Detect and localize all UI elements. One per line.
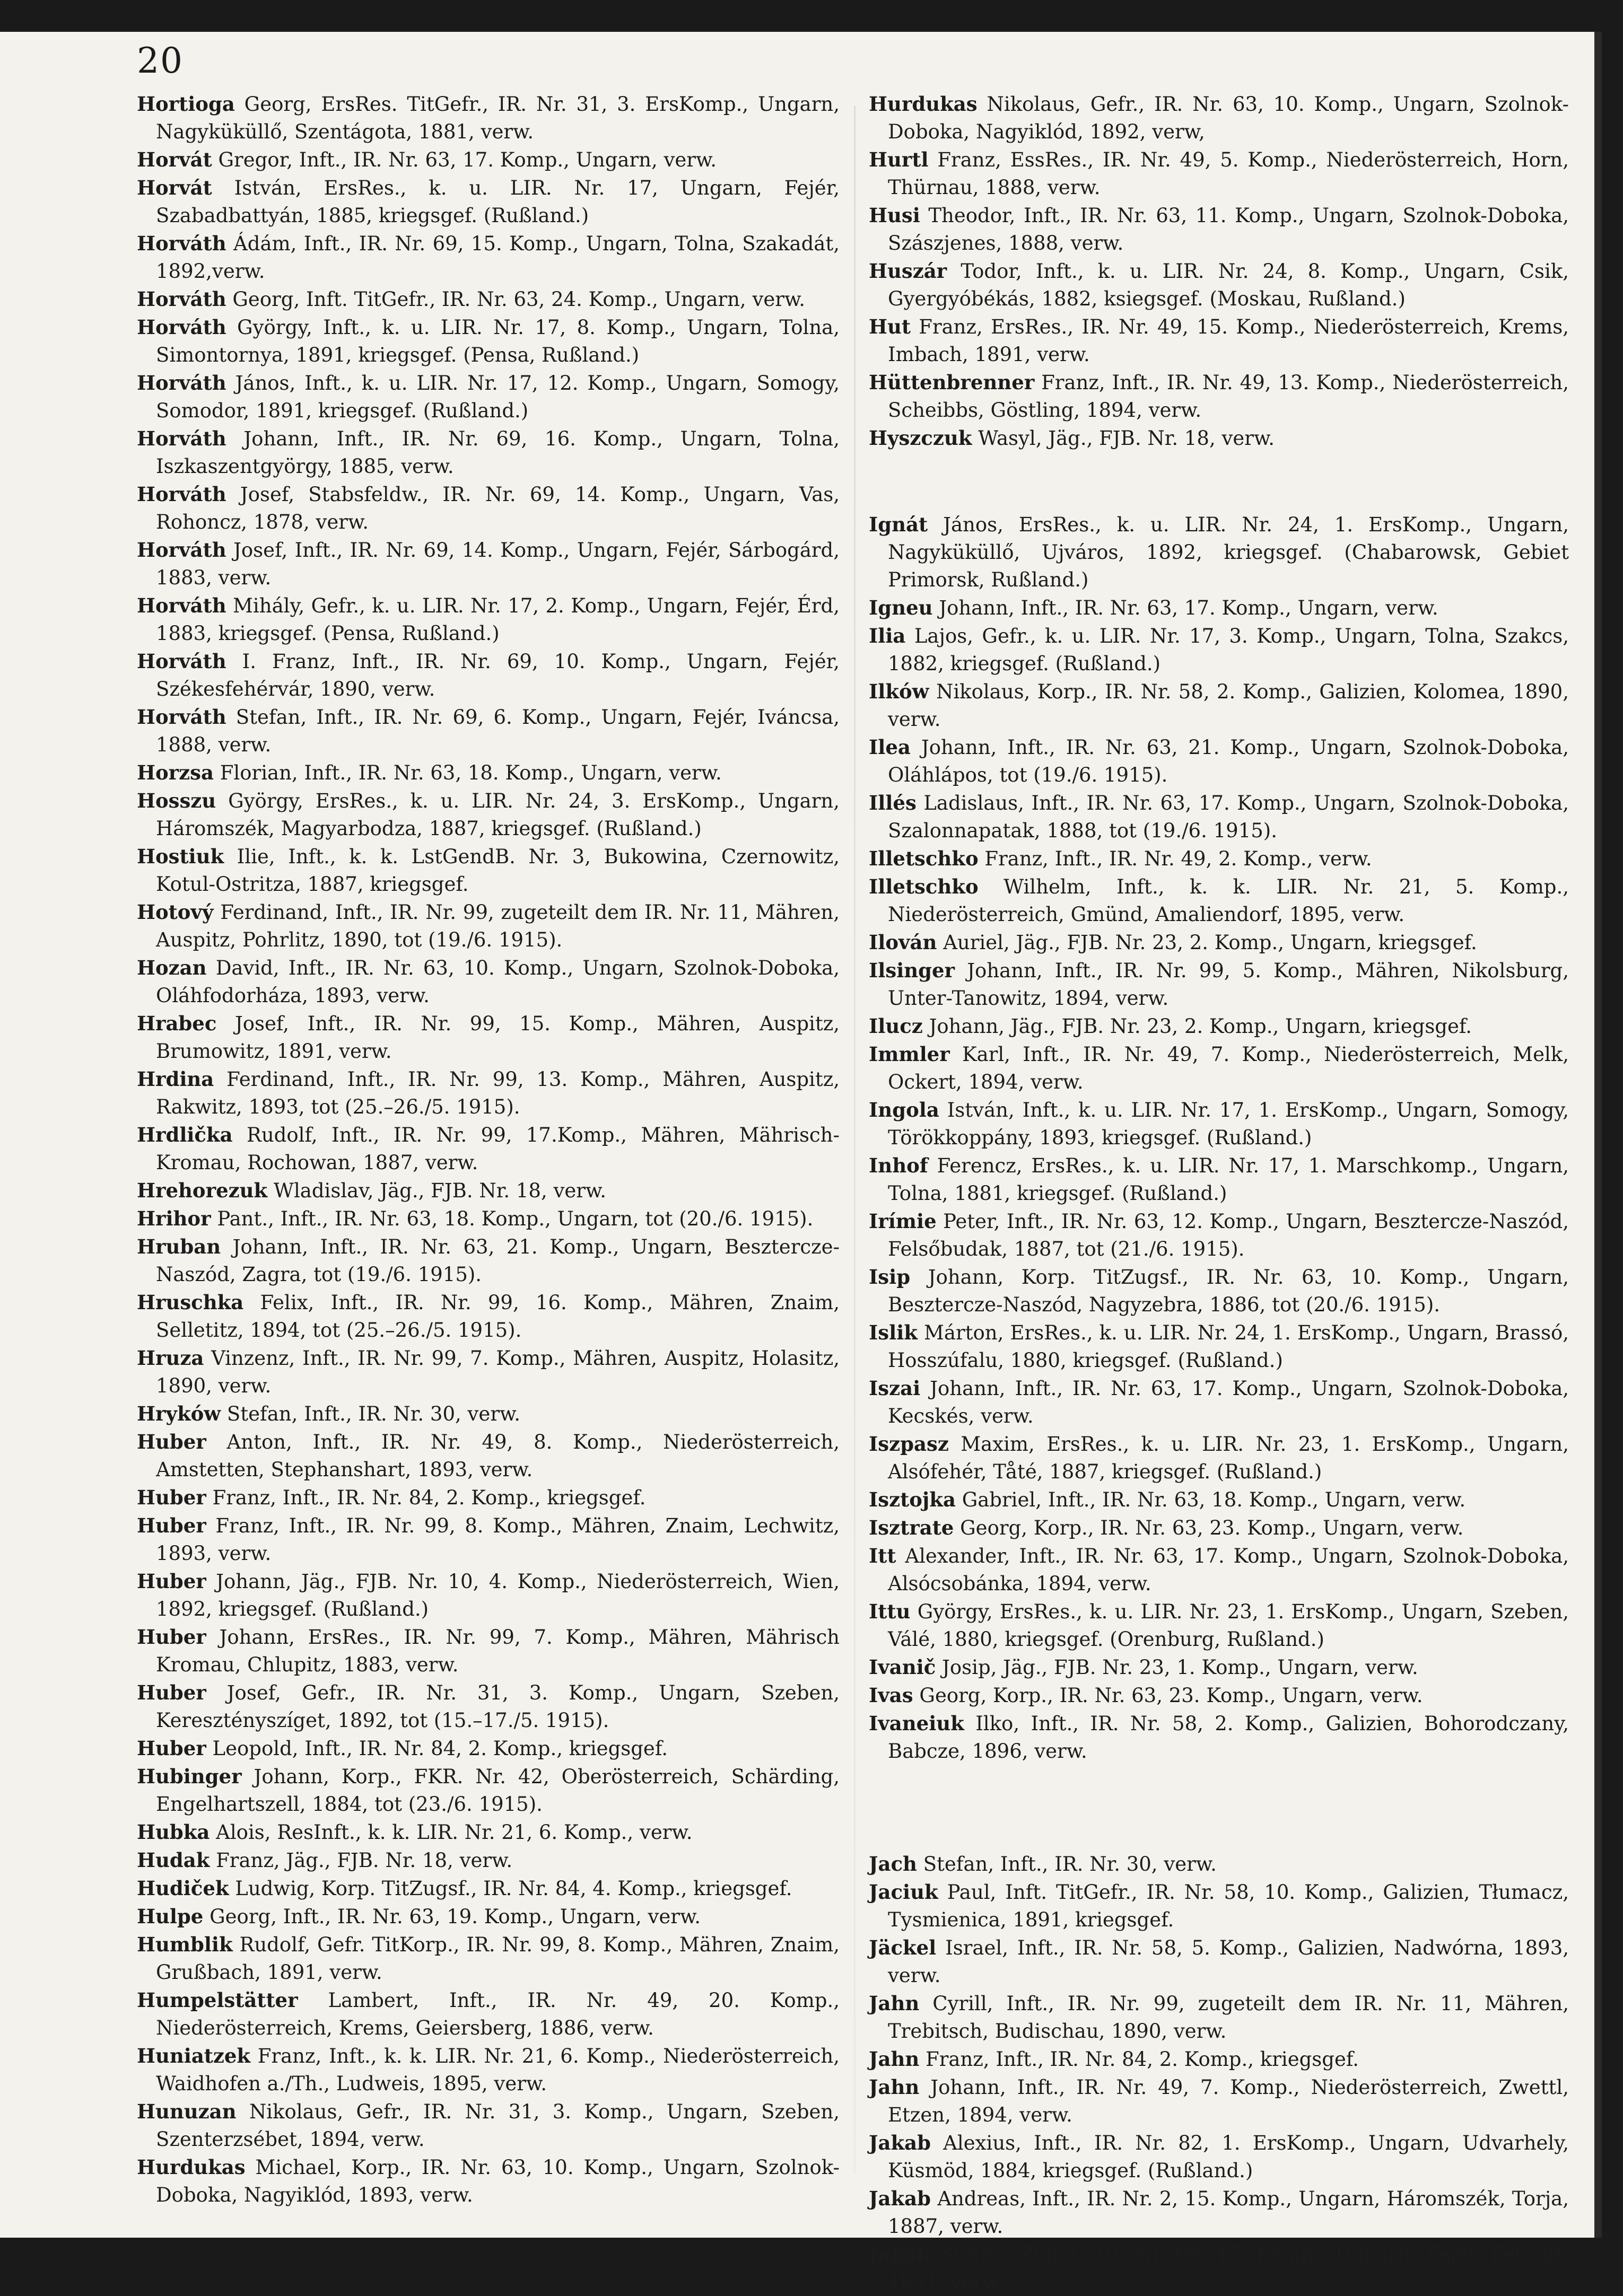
list-entry: [869, 1710, 1569, 1765]
list-entry: [137, 1986, 840, 2042]
entry-surname: Hruban: [137, 1235, 221, 1258]
entry-details: György, ErsRes., k. u. LIR. Nr. 24, 3. ErsKomp., Ungarn, Háromszék, Magyarbodza, 1887, kriegsgef. (Rußland.): [156, 790, 840, 840]
list-entry: [137, 1567, 840, 1623]
entry-details: Josef, Stabsfeldw., IR. Nr. 69, 14. Komp., Ungarn, Vas, Rohoncz, 1878, verw.: [156, 483, 840, 533]
page-edge: [1594, 32, 1602, 2238]
section-gap: [869, 452, 1569, 511]
entry-surname: Ilován: [869, 931, 937, 954]
entry-details: Lambert, Inft., IR. Nr. 49, 20. Komp., Niederösterreich, Krems, Geiersberg, 1886, verw.: [156, 1989, 840, 2039]
list-entry: [869, 622, 1569, 678]
right-column: [869, 90, 1569, 2296]
entry-details: Johann, Inft., IR. Nr. 63, 17. Komp., Ungarn, verw.: [939, 597, 1438, 619]
entry-details: Theodor, Inft., IR. Nr. 63, 11. Komp., Ungarn, Szolnok-Doboka, Szászjenes, 1888, verw.: [888, 204, 1569, 255]
list-entry: [869, 1263, 1569, 1319]
entry-details: János, Inft., k. u. LIR. Nr. 17, 12. Komp., Ungarn, Somogy, Somodor, 1891, kriegsgef. (Rußland.): [156, 372, 840, 422]
entry-surname: Hosszu: [137, 789, 216, 812]
entry-details: Georg, Inft. TitGefr., IR. Nr. 63, 24. Komp., Ungarn, verw.: [232, 288, 805, 311]
entry-surname: Ilea: [869, 735, 911, 759]
list-entry: [869, 90, 1569, 146]
entry-surname: Horváth: [137, 427, 226, 450]
list-entry: [869, 1319, 1569, 1374]
entry-surname: Horváth: [137, 232, 226, 255]
entry-surname: Jakab: [869, 2242, 931, 2266]
entry-surname: Hulpe: [137, 1905, 204, 1928]
entry-surname: Hunuzan: [137, 2100, 237, 2123]
list-entry: [137, 1428, 840, 1484]
entry-details: Gregor, Inft., IR. Nr. 63, 17. Komp., Ungarn, verw.: [218, 148, 717, 171]
list-entry: [137, 1205, 840, 1233]
entry-details: Stefan, Inft., IR. Nr. 30, verw.: [226, 1403, 521, 1425]
list-entry: [137, 2098, 840, 2153]
entry-details: Johann, Korp. TitZugsf., IR. Nr. 63, 10. Komp., Ungarn, Beszterczе-Naszód, Nagyzebra, 1886, tot (20./6. 1915).: [888, 1266, 1569, 1316]
entry-surname: Hudiček: [137, 1877, 229, 1900]
list-entry: [137, 425, 840, 480]
entry-details: Auriel, Jäg., FJB. Nr. 23, 2. Komp., Ungarn, kriegsgef.: [943, 931, 1477, 954]
entry-details: Johann, Inft., IR. Nr. 63, 21. Komp., Ungarn, Szolnok-Doboka, Oláhlápos, tot (19./6. 1915).: [888, 736, 1569, 786]
entry-details: Franz, Inft., IR. Nr. 84, 2. Komp., kriegsgef.: [926, 2048, 1359, 2071]
entry-details: Ádám, Inft., IR. Nr. 69, 15. Komp., Ungarn, Tolna, Szakadát, 1892,verw.: [156, 232, 840, 283]
entry-surname: Hruza: [137, 1346, 204, 1370]
list-entry: [137, 1903, 840, 1931]
entry-surname: Ivas: [869, 1684, 913, 1707]
entry-surname: Isip: [869, 1265, 911, 1289]
entry-surname: Hyszczuk: [869, 426, 972, 450]
entry-details: Mihály, Gefr., k. u. LIR. Nr. 17, 2. Komp., Ungarn, Fejér, Érd, 1883, kriegsgef. (Pensa, Rußland.): [156, 594, 840, 645]
entry-surname: Illetschko: [869, 847, 979, 870]
entry-details: Rudolf, Inft., IR. Nr. 99, 17.Komp., Mähren, Mährisch-Kromau, Rochowan, 1887, verw.: [156, 1124, 840, 1174]
entry-details: Johann, Jäg., FJB. Nr. 23, 2. Komp., Ungarn, kriegsgef.: [929, 1015, 1472, 1038]
entry-surname: Humpelstätter: [137, 1988, 298, 2012]
entry-details: I. Franz, Inft., IR. Nr. 69, 10. Komp., Ungarn, Fejér, Székesfehérvár, 1890, verw.: [156, 650, 840, 700]
entry-details: Georg, ErsRes. TitGefr., IR. Nr. 31, 3. ErsKomp., Ungarn, Nagyküküllő, Szentágota, 1881, verw.: [156, 93, 840, 143]
list-entry: [137, 592, 840, 647]
entry-details: István, Inft., k. u. LIR. Nr. 17, 1. ErsKomp., Ungarn, Somogy, Törökkoppány, 1893, kriegsgef. (Rußland.): [888, 1099, 1569, 1149]
entry-surname: Hrdina: [137, 1067, 214, 1091]
section-gap: [869, 1765, 1569, 1850]
list-entry: [137, 1734, 840, 1763]
entry-surname: Hüttenbrenner: [869, 371, 1035, 394]
list-entry: [869, 1486, 1569, 1514]
entry-details: Josef, Inft., IR. Nr. 69, 14. Komp., Ungarn, Fejér, Sárbogárd, 1883, verw.: [156, 539, 840, 589]
list-entry: [869, 2073, 1569, 2129]
entry-surname: Horvát: [137, 176, 212, 199]
entry-details: Michael, Korp., IR. Nr. 63, 10. Komp., Ungarn, Szolnok-Doboka, Nagyiklód, 1893, verw.: [156, 2156, 840, 2206]
entry-details: Stefan, Inft., IR. Nr. 30, verw.: [923, 1853, 1217, 1876]
entry-surname: Ivaneiuk: [869, 1712, 964, 1735]
entry-details: Franz, Inft., k. k. LIR. Nr. 21, 6. Komp., Niederösterreich, Waidhofen a./Th., Ludweis, 1895, verw.: [156, 2045, 840, 2095]
list-entry: [869, 1374, 1569, 1430]
entry-details: Johann, Inft., IR. Nr. 99, 5. Komp., Mähren, Nikolsburg, Unter-Tanowitz, 1894, verw.: [888, 959, 1569, 1010]
list-entry: [869, 369, 1569, 424]
list-entry: [869, 1040, 1569, 1096]
list-entry: [137, 1010, 840, 1065]
entry-details: Georg, Inft., IR. Nr. 63, 19. Komp., Ungarn, verw.: [210, 1905, 701, 1928]
entry-details: Franz, Jäg., FJB. Nr. 18, verw.: [216, 1849, 513, 1872]
list-entry: [137, 480, 840, 536]
entry-details: Paul, Inft. TitGefr., IR. Nr. 58, 10. Komp., Galizien, Tłumacz, Tysmienica, 1891, kriegsgef.: [888, 1881, 1569, 1931]
entry-details: Pant., Inft., IR. Nr. 63, 18. Komp., Ungarn, tot (20./6. 1915).: [217, 1207, 814, 1230]
entry-details: Ferdinand, Inft., IR. Nr. 99, 13. Komp., Mähren, Auspitz, Rakwitz, 1893, tot (25.–26./5. 1915).: [156, 1068, 840, 1118]
entry-details: Stefan, Zugsf., IR. Nr. 69, 15. Komp., Ungarn, Fejér, Felcsút, 1891, verw.: [888, 2243, 1569, 2293]
list-entry: [869, 511, 1569, 594]
list-entry: [869, 1681, 1569, 1710]
entry-details: Ferdinand, Inft., IR. Nr. 99, zugeteilt dem IR. Nr. 11, Mähren, Auspitz, Pohrlitz, 1890, tot (19./6. 1915).: [156, 901, 840, 951]
entry-surname: Hotový: [137, 900, 214, 924]
entry-details: Nikolaus, Gefr., IR. Nr. 63, 10. Komp., Ungarn, Szolnok-Doboka, Nagyiklód, 1892, verw,: [888, 93, 1569, 143]
entry-surname: Hubinger: [137, 1765, 242, 1788]
list-entry: [869, 594, 1569, 622]
entry-surname: Islik: [869, 1321, 918, 1344]
entry-details: Andreas, Inft., IR. Nr. 2, 15. Komp., Ungarn, Háromszék, Torja, 1887, verw.: [888, 2187, 1569, 2238]
entry-surname: Ivanič: [869, 1655, 936, 1679]
list-entry: [137, 1623, 840, 1679]
entry-details: Johann, Korp., FKR. Nr. 42, Oberösterreich, Schärding, Engelhartszell, 1884, tot (23./6. 1915).: [156, 1765, 840, 1816]
entry-details: Ladislaus, Inft., IR. Nr. 63, 17. Komp., Ungarn, Szolnok-Doboka, Szalonnapatak, 1888, tot (19./6. 1915).: [888, 792, 1569, 842]
list-entry: [137, 369, 840, 425]
entry-surname: Huber: [137, 1681, 206, 1704]
entry-surname: Horváth: [137, 705, 226, 729]
entry-details: Karl, Inft., IR. Nr. 49, 7. Komp., Niederösterreich, Melk, Ockert, 1894, verw.: [888, 1043, 1569, 1093]
entry-surname: Ilucz: [869, 1014, 923, 1038]
list-entry: [869, 1934, 1569, 1990]
list-entry: [869, 313, 1569, 369]
list-entry: [137, 1344, 840, 1400]
entry-surname: Horvát: [137, 148, 212, 171]
entry-details: György, Inft., k. u. LIR. Nr. 17, 8. Komp., Ungarn, Tolna, Simontornya, 1891, kriegsgef. (Pensa, Rußland.): [156, 316, 840, 366]
entry-surname: Horváth: [137, 483, 226, 506]
list-entry: [137, 1846, 840, 1874]
entry-details: Alexander, Inft., IR. Nr. 63, 17. Komp., Ungarn, Szolnok-Doboka, Alsócsobánka, 1894, verw.: [888, 1545, 1569, 1595]
entry-details: Felix, Inft., IR. Nr. 99, 16. Komp., Mähren, Znaim, Selletitz, 1894, tot (25.–26./5. 1915).: [156, 1291, 840, 1342]
entry-surname: Hrihor: [137, 1207, 211, 1230]
entry-surname: Horváth: [137, 371, 226, 395]
entry-surname: Hruschka: [137, 1291, 244, 1314]
entry-details: Johann, Jäg., FJB. Nr. 10, 4. Komp., Niederösterreich, Wien, 1892, kriegsgef. (Rußland.): [156, 1570, 840, 1620]
section-i: [869, 511, 1569, 1765]
entry-details: Georg, Korp., IR. Nr. 63, 23. Komp., Ungarn, verw.: [919, 1684, 1423, 1707]
list-entry: [137, 843, 840, 898]
list-entry: [869, 1430, 1569, 1486]
entry-surname: Huber: [137, 1486, 206, 1509]
entry-surname: Hryków: [137, 1402, 221, 1425]
entry-details: Wasyl, Jäg., FJB. Nr. 18, verw.: [978, 427, 1275, 450]
list-entry: [869, 257, 1569, 313]
entry-surname: Horváth: [137, 316, 226, 339]
list-entry: [137, 1065, 840, 1121]
entry-surname: Hudak: [137, 1848, 210, 1872]
left-column: [137, 90, 840, 2209]
list-entry: [869, 733, 1569, 789]
list-entry: [869, 873, 1569, 928]
entry-surname: Horváth: [137, 538, 226, 562]
entry-details: Georg, Korp., IR. Nr. 63, 23. Komp., Ungarn, verw.: [960, 1517, 1464, 1539]
entry-surname: Hrdlička: [137, 1123, 233, 1146]
entry-details: Alois, ResInft., k. k. LIR. Nr. 21, 6. Komp., verw.: [216, 1821, 693, 1844]
entry-surname: Hrabec: [137, 1012, 217, 1035]
list-entry: [137, 1818, 840, 1846]
entry-surname: Huber: [137, 1514, 206, 1537]
list-entry: [869, 2240, 1569, 2296]
entry-details: Cyrill, Inft., IR. Nr. 99, zugeteilt dem IR. Nr. 11, Mähren, Trebitsch, Budischau, 1890, verw.: [888, 1992, 1569, 2043]
list-entry: [869, 1152, 1569, 1207]
list-entry: [869, 845, 1569, 873]
entry-surname: Iszpasz: [869, 1432, 949, 1456]
list-entry: [137, 2042, 840, 2098]
entry-details: Nikolaus, Korp., IR. Nr. 58, 2. Komp., Galizien, Kolomea, 1890, verw.: [888, 680, 1569, 731]
list-entry: [137, 787, 840, 843]
list-entry: [869, 2045, 1569, 2073]
entry-details: Todor, Inft., k. u. LIR. Nr. 24, 8. Komp., Ungarn, Csik, Gyergyóbékás, 1882, ksiegsgef. (Moskau, Rußland.): [888, 260, 1569, 310]
list-entry: [137, 647, 840, 703]
entry-surname: Itt: [869, 1544, 896, 1567]
entry-details: Wilhelm, Inft., k. k. LIR. Nr. 21, 5. Komp., Niederösterreich, Gmünd, Amaliendorf, 1895, verw.: [888, 875, 1569, 926]
list-entry: [137, 1931, 840, 1986]
list-entry: [869, 1653, 1569, 1681]
entry-surname: Jäckel: [869, 1936, 937, 1959]
list-entry: [869, 1096, 1569, 1152]
list-entry: [869, 2129, 1569, 2185]
entry-details: Peter, Inft., IR. Nr. 63, 12. Komp., Ungarn, Beszterczе-Naszód, Felsőbudak, 1887, tot (21./6. 1915).: [888, 1210, 1569, 1260]
entry-details: Franz, Inft., IR. Nr. 49, 2. Komp., verw.: [984, 847, 1372, 870]
list-entry: [137, 1512, 840, 1567]
entry-details: Franz, Inft., IR. Nr. 84, 2. Komp., kriegsgef.: [212, 1486, 646, 1509]
entry-surname: Jahn: [869, 2075, 920, 2099]
entry-surname: Hrehorezuk: [137, 1179, 268, 1202]
entry-details: János, ErsRes., k. u. LIR. Nr. 24, 1. ErsKomp., Ungarn, Nagyküküllő, Ujváros, 1892, kriegsgef. (Chabarowsk, Gebiet Primorsk, Rußland.): [888, 513, 1569, 591]
entry-details: Johann, Inft., IR. Nr. 69, 16. Komp., Ungarn, Tolna, Iszkaszentgyörgy, 1885, verw.: [156, 427, 840, 478]
list-entry: [137, 174, 840, 230]
entry-surname: Immler: [869, 1042, 950, 1066]
list-entry: [869, 1990, 1569, 2045]
entry-details: Ilko, Inft., IR. Nr. 58, 2. Komp., Galizien, Bohorodczany, Babcze, 1896, verw.: [888, 1712, 1569, 1763]
list-entry: [137, 1874, 840, 1903]
entry-surname: Husi: [869, 204, 920, 227]
section-h: [869, 90, 1569, 452]
list-entry: [869, 1012, 1569, 1040]
entry-details: Florian, Inft., IR. Nr. 63, 18. Komp., Ungarn, verw.: [220, 761, 722, 784]
list-entry: [869, 424, 1569, 452]
list-entry: [869, 928, 1569, 957]
list-entry: [137, 1679, 840, 1734]
entry-surname: Jakab: [869, 2131, 931, 2154]
entry-details: György, ErsRes., k. u. LIR. Nr. 23, 1. ErsKomp., Ungarn, Szeben, Válé, 1880, kriegsgef. (Orenburg, Rußland.): [888, 1600, 1569, 1651]
list-entry: [137, 313, 840, 369]
list-entry: [869, 1850, 1569, 1878]
entry-surname: Huber: [137, 1430, 206, 1453]
entry-details: Johann, Inft., IR. Nr. 49, 7. Komp., Niederösterreich, Zwettl, Etzen, 1894, verw.: [888, 2076, 1569, 2126]
entry-surname: Horváth: [137, 287, 226, 311]
entry-surname: Ilia: [869, 624, 906, 647]
list-entry: [137, 1400, 840, 1428]
list-entry: [137, 536, 840, 592]
entry-details: Johann, ErsRes., IR. Nr. 99, 7. Komp., Mähren, Mährisch Kromau, Chlupitz, 1883, verw.: [156, 1626, 840, 1676]
entry-surname: Jach: [869, 1852, 917, 1876]
entry-surname: Huniatzek: [137, 2044, 251, 2067]
list-entry: [869, 1878, 1569, 1934]
list-entry: [137, 759, 840, 787]
list-entry: [137, 146, 840, 174]
list-entry: [137, 90, 840, 146]
entry-details: István, ErsRes., k. u. LIR. Nr. 17, Ungarn, Fejér, Szabadbattyán, 1885, kriegsgef. (Rußland.): [156, 177, 840, 227]
list-entry: [137, 2153, 840, 2209]
entry-details: Josef, Gefr., IR. Nr. 31, 3. Komp., Ungarn, Szeben, Keresztényszíget, 1892, tot (15.–17./5. 1915).: [156, 1681, 840, 1732]
entry-surname: Huszár: [869, 259, 947, 283]
entry-surname: Humblik: [137, 1933, 233, 1956]
entry-surname: Hostiuk: [137, 845, 224, 868]
entry-surname: Illetschko: [869, 875, 979, 898]
entry-details: David, Inft., IR. Nr. 63, 10. Komp., Ungarn, Szolnok-Doboka, Oláhfodorháza, 1893, verw.: [156, 957, 840, 1007]
entry-surname: Hurtl: [869, 148, 929, 171]
column-divider: [854, 106, 856, 2174]
entry-details: Franz, Inft., IR. Nr. 99, 8. Komp., Mähren, Znaim, Lechwitz, 1893, verw.: [156, 1514, 840, 1565]
list-entry: [137, 1484, 840, 1512]
entry-details: Johann, Inft., IR. Nr. 63, 17. Komp., Ungarn, Szolnok-Doboka, Kecskés, verw.: [888, 1377, 1569, 1427]
entry-details: Lajos, Gefr., k. u. LIR. Nr. 17, 3. Komp., Ungarn, Tolna, Szakcs, 1882, kriegsgef. (Rußland.): [888, 625, 1569, 675]
list-entry: [869, 146, 1569, 201]
list-entry: [869, 1514, 1569, 1542]
entry-details: Franz, Inft., IR. Nr. 49, 13. Komp., Niederösterreich, Scheibbs, Göstling, 1894, verw.: [888, 371, 1569, 422]
entry-details: Stefan, Inft., IR. Nr. 69, 6. Komp., Ungarn, Fejér, Iváncsa, 1888, verw.: [156, 706, 840, 756]
entry-surname: Hortioga: [137, 92, 235, 116]
list-entry: [137, 1763, 840, 1818]
entry-surname: Hubka: [137, 1820, 210, 1844]
entry-details: Franz, ErsRes., IR. Nr. 49, 15. Komp., Niederösterreich, Krems, Imbach, 1891, verw.: [888, 316, 1569, 366]
entry-surname: Ittu: [869, 1600, 911, 1623]
entry-surname: Isztrate: [869, 1516, 954, 1539]
entry-details: Rudolf, Gefr. TitKorp., IR. Nr. 99, 8. Komp., Mähren, Znaim, Grußbach, 1891, verw.: [156, 1933, 840, 1984]
entry-surname: Iszai: [869, 1377, 921, 1400]
entry-surname: Huber: [137, 1570, 206, 1593]
entry-surname: Horzsa: [137, 761, 214, 784]
entry-details: Ferencz, ErsRes., k. u. LIR. Nr. 17, 1. Marschkomp., Ungarn, Tolna, 1881, kriegsgef. (Rußland.): [888, 1154, 1569, 1205]
entry-surname: Irímie: [869, 1210, 937, 1233]
list-entry: [137, 1177, 840, 1205]
entry-surname: Ilsinger: [869, 959, 955, 982]
entry-details: Anton, Inft., IR. Nr. 49, 8. Komp., Niederösterreich, Amstetten, Stephanshart, 1893, verw.: [156, 1431, 840, 1481]
entry-details: Johann, Inft., IR. Nr. 63, 21. Komp., Ungarn, Beszterczе-Naszód, Zagra, tot (19./6. 1915).: [156, 1235, 840, 1286]
entry-details: Leopold, Inft., IR. Nr. 84, 2. Komp., kriegsgef.: [212, 1737, 668, 1760]
entry-surname: Huber: [137, 1737, 206, 1760]
entry-surname: Jaciuk: [869, 1880, 938, 1904]
entry-surname: Ignát: [869, 513, 928, 536]
entry-surname: Ingola: [869, 1098, 939, 1121]
entry-details: Gabriel, Inft., IR. Nr. 63, 18. Komp., Ungarn, verw.: [962, 1488, 1466, 1511]
list-entry: [869, 789, 1569, 845]
document-page: [0, 32, 1602, 2293]
list-entry: [137, 954, 840, 1010]
list-entry: [869, 201, 1569, 257]
entry-surname: Hurdukas: [137, 2155, 246, 2179]
list-entry: [137, 230, 840, 285]
list-entry: [869, 1542, 1569, 1598]
list-entry: [137, 1289, 840, 1344]
entry-surname: Isztojka: [869, 1488, 956, 1511]
entry-details: Márton, ErsRes., k. u. LIR. Nr. 24, 1. ErsKomp., Ungarn, Brassó, Hosszúfalu, 1880, kriegsgef. (Rußland.): [888, 1321, 1569, 1372]
entry-surname: Jakab: [869, 2187, 931, 2210]
entry-surname: Jahn: [869, 2047, 920, 2071]
list-entry: [869, 957, 1569, 1012]
entry-surname: Hut: [869, 315, 911, 338]
list-entry: [869, 1207, 1569, 1263]
entry-details: Alexius, Inft., IR. Nr. 82, 1. ErsKomp., Ungarn, Udvarhely, Küsmöd, 1884, kriegsgef. (Rußland.): [888, 2132, 1569, 2182]
entry-details: Ilie, Inft., k. k. LstGendB. Nr. 3, Bukowina, Czernowitz, Kotul-Ostritza, 1887, kriegsgef.: [156, 845, 840, 896]
list-entry: [869, 2185, 1569, 2240]
entry-surname: Inhof: [869, 1154, 928, 1177]
list-entry: [137, 703, 840, 759]
entry-surname: Horváth: [137, 594, 226, 617]
list-entry: [869, 678, 1569, 733]
entry-surname: Illés: [869, 791, 917, 814]
list-entry: [137, 898, 840, 954]
section-j: [869, 1850, 1569, 2296]
entry-surname: Jahn: [869, 1992, 920, 2015]
entry-details: Israel, Inft., IR. Nr. 58, 5. Komp., Galizien, Nadwórna, 1893, verw.: [888, 1936, 1569, 1987]
entry-details: Franz, EssRes., IR. Nr. 49, 5. Komp., Niederösterreich, Horn, Thürnau, 1888, verw.: [888, 148, 1569, 199]
entry-surname: Ilków: [869, 680, 929, 703]
entry-details: Wladislav, Jäg., FJB. Nr. 18, verw.: [273, 1179, 607, 1202]
list-entry: [137, 1233, 840, 1289]
entry-details: Josip, Jäg., FJB. Nr. 23, 1. Komp., Ungarn, verw.: [942, 1656, 1418, 1679]
entry-surname: Hozan: [137, 956, 207, 979]
entry-surname: Igneu: [869, 596, 933, 619]
entry-details: Vinzenz, Inft., IR. Nr. 99, 7. Komp., Mähren, Auspitz, Holasitz, 1890, verw.: [156, 1347, 840, 1397]
list-entry: [869, 1598, 1569, 1653]
entry-details: Josef, Inft., IR. Nr. 99, 15. Komp., Mähren, Auspitz, Brumowitz, 1891, verw.: [156, 1012, 840, 1063]
entry-details: Ludwig, Korp. TitZugsf., IR. Nr. 84, 4. Komp., kriegsgef.: [235, 1877, 792, 1900]
entry-details: Maxim, ErsRes., k. u. LIR. Nr. 23, 1. ErsKomp., Ungarn, Alsófehér, Tåté, 1887, kriegsgef. (Rußland.): [888, 1433, 1569, 1483]
entry-surname: Hurdukas: [869, 92, 978, 116]
page-number: 20: [137, 40, 184, 81]
entry-surname: Huber: [137, 1625, 206, 1649]
entry-details: Nikolaus, Gefr., IR. Nr. 31, 3. Komp., Ungarn, Szeben, Szenterzsébet, 1894, verw.: [156, 2100, 840, 2151]
entry-surname: Horváth: [137, 650, 226, 673]
list-entry: [137, 1121, 840, 1177]
list-entry: [137, 285, 840, 313]
